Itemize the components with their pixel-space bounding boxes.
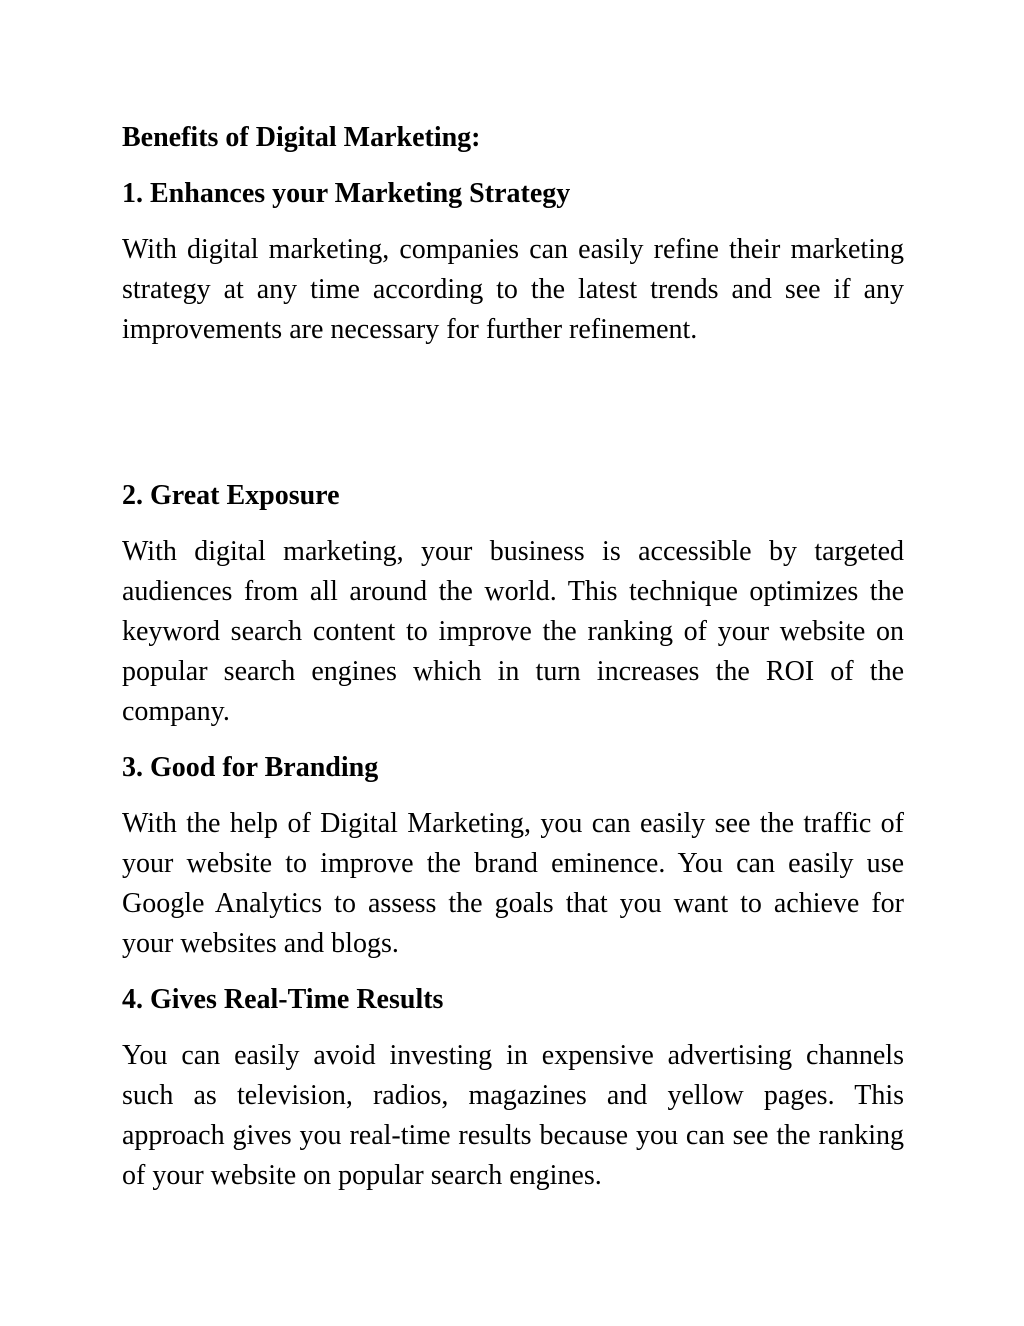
section-heading-3: 3. Good for Branding [122, 752, 379, 783]
section-body-2: With digital marketing, your business is accessible by targeted audiences from all around the world. This technique optimizes the keyword search content to improve the ranking of your website on popular search engines which in turn increases the ROI of the company. [122, 536, 904, 727]
section-heading-2: 2. Great Exposure [122, 480, 340, 511]
section-body-1: With digital marketing, companies can easily refine their marketing strategy at any time according to the latest trends and see if any improvements are necessary for further refinement. [122, 234, 904, 345]
document-title: Benefits of Digital Marketing: [122, 122, 481, 153]
document-page [122, 118, 904, 1196]
section-heading-1: 1. Enhances your Marketing Strategy [122, 178, 571, 209]
section-heading-4: 4. Gives Real-Time Results [122, 984, 444, 1015]
blank-gap [122, 350, 904, 476]
section-body-3: With the help of Digital Marketing, you can easily see the traffic of your website to improve the brand eminence. You can easily use Google Analytics to assess the goals that you want to achieve for your websites and blogs. [122, 808, 904, 959]
section-body-4: You can easily avoid investing in expensive advertising channels such as television, radios, magazines and yellow pages. This approach gives you real-time results because you can see the ranking of your website on popular search engines. [122, 1040, 904, 1191]
